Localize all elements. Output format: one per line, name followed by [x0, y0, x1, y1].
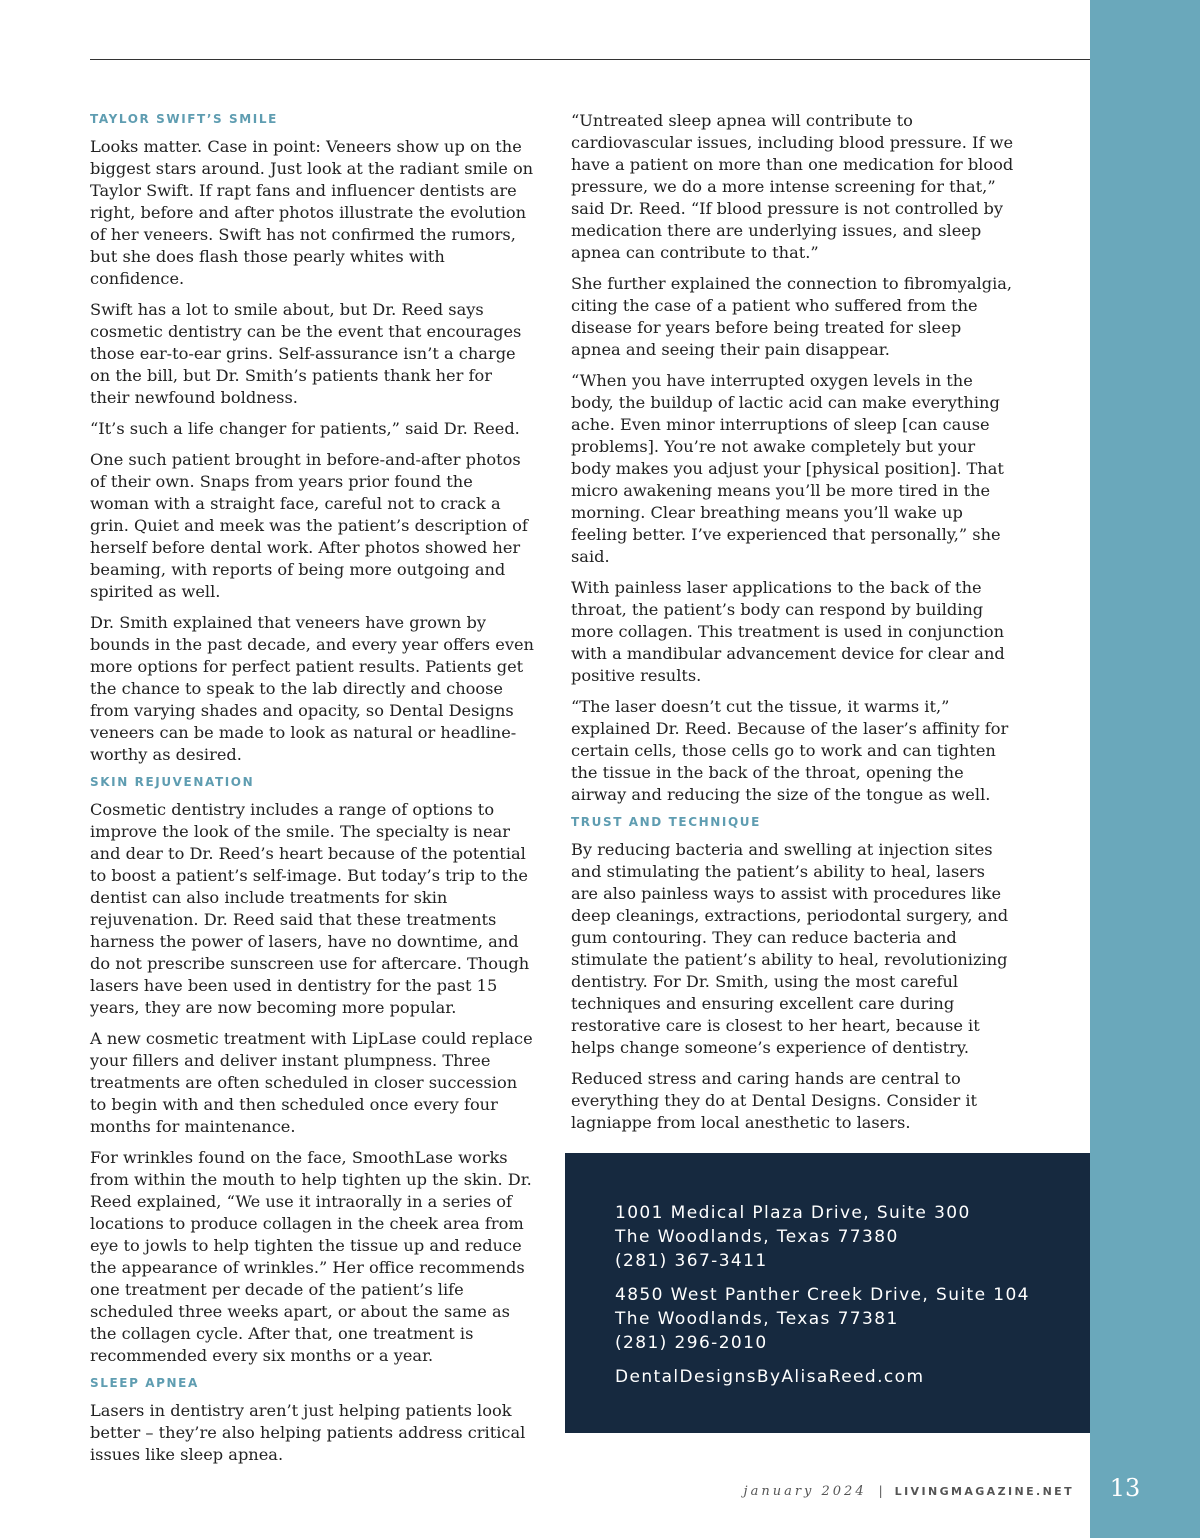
paragraph: Looks matter. Case in point: Veneers show up on the biggest stars around. Just look at the radiant smile on Taylor Swift. If rapt fans and influencer dentists are right, before and after photos illustrate the evolution of her veneers. Swift has not confirmed the rumors, but she does flash those pearly whites with confidence. — [90, 137, 534, 288]
website-block — [615, 1365, 1030, 1389]
address-city: The Woodlands, Texas 77380 — [615, 1227, 899, 1247]
paragraph: One such patient brought in before-and-after photos of their own. Snaps from years prior found the woman with a straight face, careful not to crack a grin. Quiet and meek was the patient’s description of herself before dental work. After photos showed her beaming, with reports of being more outgoing and spirited as well. — [90, 450, 528, 601]
left-column — [90, 110, 534, 1475]
accent-side-bar — [1090, 0, 1200, 1538]
phone-link[interactable]: (281) 367-3411 — [615, 1251, 768, 1271]
paragraph: “It’s such a life changer for patients,” said Dr. Reed. — [90, 419, 520, 438]
footer-separator: | — [878, 1484, 883, 1498]
page-number: 13 — [1109, 1474, 1141, 1502]
right-column — [571, 110, 1015, 1143]
paragraph: Swift has a lot to smile about, but Dr. Reed says cosmetic dentistry can be the event that encourages those ear-to-ear grins. Self-assurance isn’t a charge on the bill, but Dr. Smith’s patients thank her for their newfound boldness. — [90, 300, 522, 407]
section-heading: TRUST AND TECHNIQUE — [571, 815, 761, 829]
paragraph: “Untreated sleep apnea will contribute to cardiovascular issues, including blood pressure. If we have a patient on more than one medication for blood pressure, we do a more intense screening for that,” said Dr. Reed. “If blood pressure is not controlled by medication there are underlying issues, and sleep apnea can contribute to that.” — [571, 111, 1014, 262]
paragraph: She further explained the connection to fibromyalgia, citing the case of a patient who suffered from the disease for years before being treated for sleep apnea and seeing their pain disappear. — [571, 274, 1013, 359]
website-link[interactable]: DentalDesignsByAlisaReed.com — [615, 1367, 925, 1387]
issue-date: january 2024 — [743, 1484, 867, 1499]
paragraph: With painless laser applications to the back of the throat, the patient’s body can respond by building more collagen. This treatment is used in conjunction with a mandibular advancement device for clear and positive results. — [571, 578, 1005, 685]
paragraph: A new cosmetic treatment with LipLase could replace your fillers and deliver instant plumpness. Three treatments are often scheduled in closer succession to begin with and then scheduled once every four months for maintenance. — [90, 1029, 533, 1136]
address-city: The Woodlands, Texas 77381 — [615, 1309, 899, 1329]
address-street: 1001 Medical Plaza Drive, Suite 300 — [615, 1203, 971, 1223]
location-2 — [615, 1283, 1030, 1355]
paragraph: “When you have interrupted oxygen levels in the body, the buildup of lactic acid can make everything ache. Even minor interruptions of sleep [can cause problems]. You’re not awake completely but your body makes you adjust your [physical position]. That micro awakening means you’ll be more tired in the morning. Clear breathing means you’ll wake up feeling better. I’ve experienced that personally,” she said. — [571, 371, 1004, 566]
paragraph: Reduced stress and caring hands are central to everything they do at Dental Designs. Consider it lagniappe from local anesthetic to lasers. — [571, 1069, 978, 1132]
paragraph: “The laser doesn’t cut the tissue, it warms it,” explained Dr. Reed. Because of the laser’s affinity for certain cells, those cells go to work and can tighten the tissue in the back of the throat, opening the airway and reducing the size of the tongue as well. — [571, 697, 1009, 804]
section-heading: SLEEP APNEA — [90, 1376, 199, 1390]
page-footer — [744, 1484, 1074, 1499]
paragraph: Lasers in dentistry aren’t just helping patients look better – they’re also helping patients address critical issues like sleep apnea. — [90, 1401, 526, 1464]
paragraph: Cosmetic dentistry includes a range of options to improve the look of the smile. The specialty is near and dear to Dr. Reed’s heart because of the potential to boost a patient’s self-image. But today’s trip to the dentist can also include treatments for skin rejuvenation. Dr. Reed said that these treatments harness the power of lasers, have no downtime, and do not prescribe sunscreen use for aftercare. Though lasers have been used in dentistry for the past 15 years, they are now becoming more popular. — [90, 800, 530, 1017]
address-street: 4850 West Panther Creek Drive, Suite 104 — [615, 1285, 1030, 1305]
section-heading: TAYLOR SWIFT’S SMILE — [90, 112, 278, 126]
magazine-site-link[interactable]: LIVINGMAGAZINE.NET — [894, 1485, 1074, 1498]
paragraph: For wrinkles found on the face, SmoothLase works from within the mouth to help tighten up the skin. Dr. Reed explained, “We use it intraorally in a series of locations to produce collagen in the cheek area from eye to jowls to help tighten the tissue up and reduce the appearance of wrinkles.” Her office recommends one treatment per decade of the patient’s life scheduled three weeks apart, or about the same as the collagen cycle. After that, one treatment is recommended every six months or a year. — [90, 1148, 532, 1365]
location-1 — [615, 1201, 1030, 1273]
address-box — [565, 1153, 1090, 1433]
phone-link[interactable]: (281) 296-2010 — [615, 1333, 768, 1353]
top-divider — [90, 59, 1090, 60]
paragraph: Dr. Smith explained that veneers have grown by bounds in the past decade, and every year offers even more options for perfect patient results. Patients get the chance to speak to the lab directly and choose from varying shades and opacity, so Dental Designs veneers can be made to look as natural or headline-worthy as desired. — [90, 613, 534, 764]
paragraph: By reducing bacteria and swelling at injection sites and stimulating the patient’s ability to heal, lasers are also painless ways to assist with procedures like deep cleanings, extractions, periodontal surgery, and gum contouring. They can reduce bacteria and stimulate the patient’s ability to heal, revolutionizing dentistry. For Dr. Smith, using the most careful techniques and ensuring excellent care during restorative care is closest to her heart, because it helps change someone’s experience of dentistry. — [571, 840, 1009, 1057]
section-heading: SKIN REJUVENATION — [90, 775, 255, 789]
